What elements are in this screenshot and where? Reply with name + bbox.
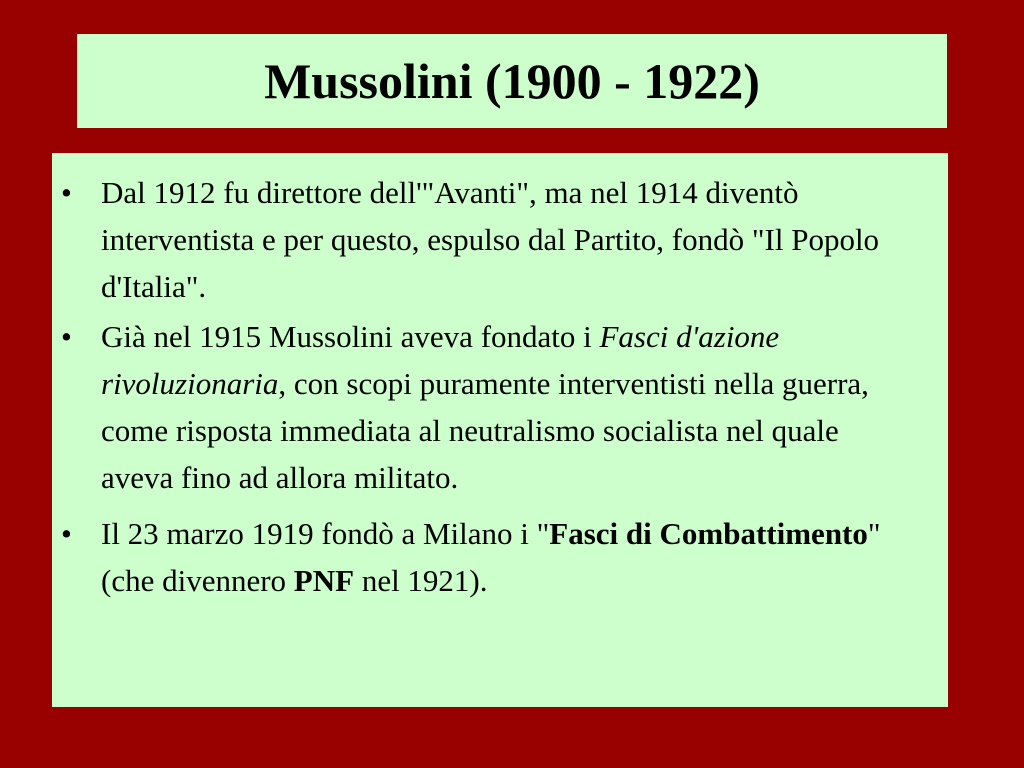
- bullet-text: Dal 1912 fu direttore dell'"Avanti", ma nel 1914 diventò interventista e per questo, espulso dal Partito, fondò "Il Popolo d'Italia".: [101, 175, 880, 304]
- bullet-text-italic: Fasci d'azione rivoluzionaria: [101, 319, 780, 401]
- bullet-text-bold: PNF: [293, 563, 355, 598]
- slide-title: Mussolini (1900 - 1922): [264, 53, 760, 109]
- bullet-text: Il 23 marzo 1919 fondò a Milano i ": [101, 516, 550, 551]
- bullet-dot-icon: •: [61, 319, 72, 354]
- bullet-text-bold: Fasci di Combattimento: [549, 516, 868, 551]
- bullet-item-1: [52, 169, 918, 310]
- bullet-item-2: [52, 313, 918, 501]
- bullet-text: nel 1921).: [354, 563, 488, 598]
- bullet-text: , con scopi puramente interventisti nella guerra, come risposta immediata al neutralismo socialista nel quale aveva fino ad allora militato.: [101, 366, 869, 495]
- bullet-list: [52, 153, 948, 604]
- title-panel: [77, 34, 947, 128]
- bullet-text: " (che divennero: [101, 516, 881, 598]
- bullet-item-3: [52, 510, 918, 604]
- bullet-dot-icon: •: [61, 516, 72, 551]
- content-panel: [52, 153, 948, 707]
- bullet-text: Già nel 1915 Mussolini aveva fondato i: [101, 319, 600, 354]
- bullet-dot-icon: •: [61, 175, 72, 210]
